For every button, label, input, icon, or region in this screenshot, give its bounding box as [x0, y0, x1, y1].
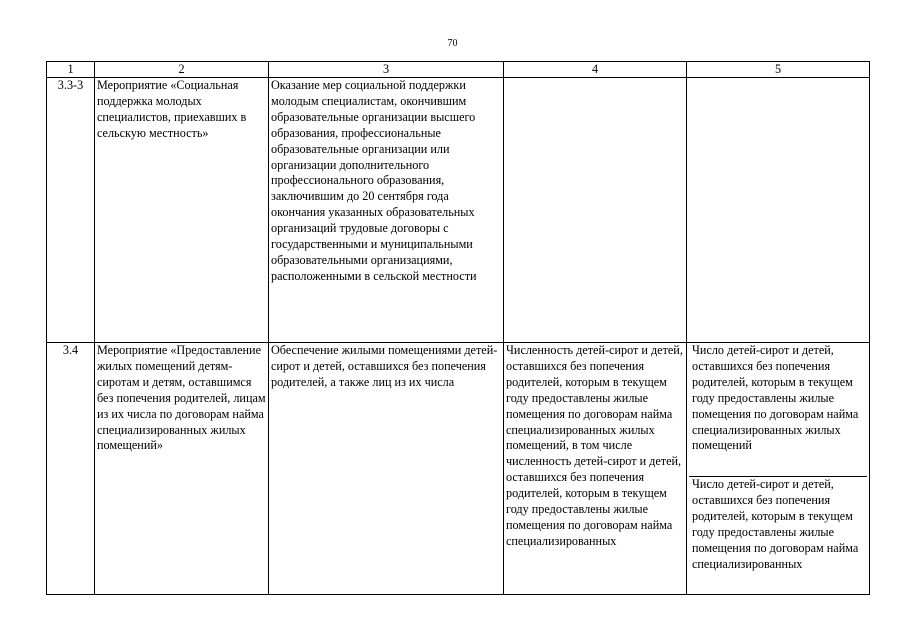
target-cell [687, 78, 870, 343]
column-header: 2 [95, 62, 269, 78]
column-header: 3 [269, 62, 504, 78]
event-description: Обеспечение жилыми помещениями детей-сирот и детей, оставшихся без попечения родителей, а также лиц из их числа [269, 343, 504, 595]
event-description: Оказание мер социальной поддержки молодым специалистам, окончившим образовательные организации высшего образования, профессиональные образовательные организации или организации дополнительного профессионального образования, заключившим до 20 сентября года окончания указанных образовательных организаций трудовые договоры с государственными и муниципальными образовательными организациями, расположенными в сельской местности [269, 78, 504, 343]
target-cell [687, 343, 870, 595]
target-part-2: Число детей-сирот и детей, оставшихся без попечения родителей, которым в текущем году предоставлены жилые помещения по договорам найма специализированных [692, 477, 859, 571]
column-header: 5 [687, 62, 870, 78]
event-name: Мероприятие «Социальная поддержка молодых специалистов, приехавших в сельскую местность» [95, 78, 269, 343]
indicator-cell [504, 78, 687, 343]
row-number: 3.3-3 [47, 78, 95, 343]
row-number: 3.4 [47, 343, 95, 595]
indicator-cell: Численность детей-сирот и детей, оставшихся без попечения родителей, которым в текущем году предоставлены жилые помещения по договорам найма специализированных жилых помещений, в том числе численность детей-сирот и детей, оставшихся без попечения родителей, которым в текущем году предоставлены жилые помещения по договорам найма специализированных [504, 343, 687, 595]
table-row [47, 78, 870, 343]
column-header: 1 [47, 62, 95, 78]
table-row [47, 343, 870, 595]
page-number: 70 [447, 38, 458, 49]
program-table [46, 61, 870, 595]
target-part-1: Число детей-сирот и детей, оставшихся без попечения родителей, которым в текущем году предоставлены жилые помещения по договорам найма специализированных жилых помещений [689, 343, 867, 477]
column-number-row [47, 62, 870, 78]
event-name: Мероприятие «Предоставление жилых помещений детям-сиротам и детям, оставшимся без попечения родителей, лицам из их числа по договорам найма специализированных жилых помещений» [95, 343, 269, 595]
column-header: 4 [504, 62, 687, 78]
